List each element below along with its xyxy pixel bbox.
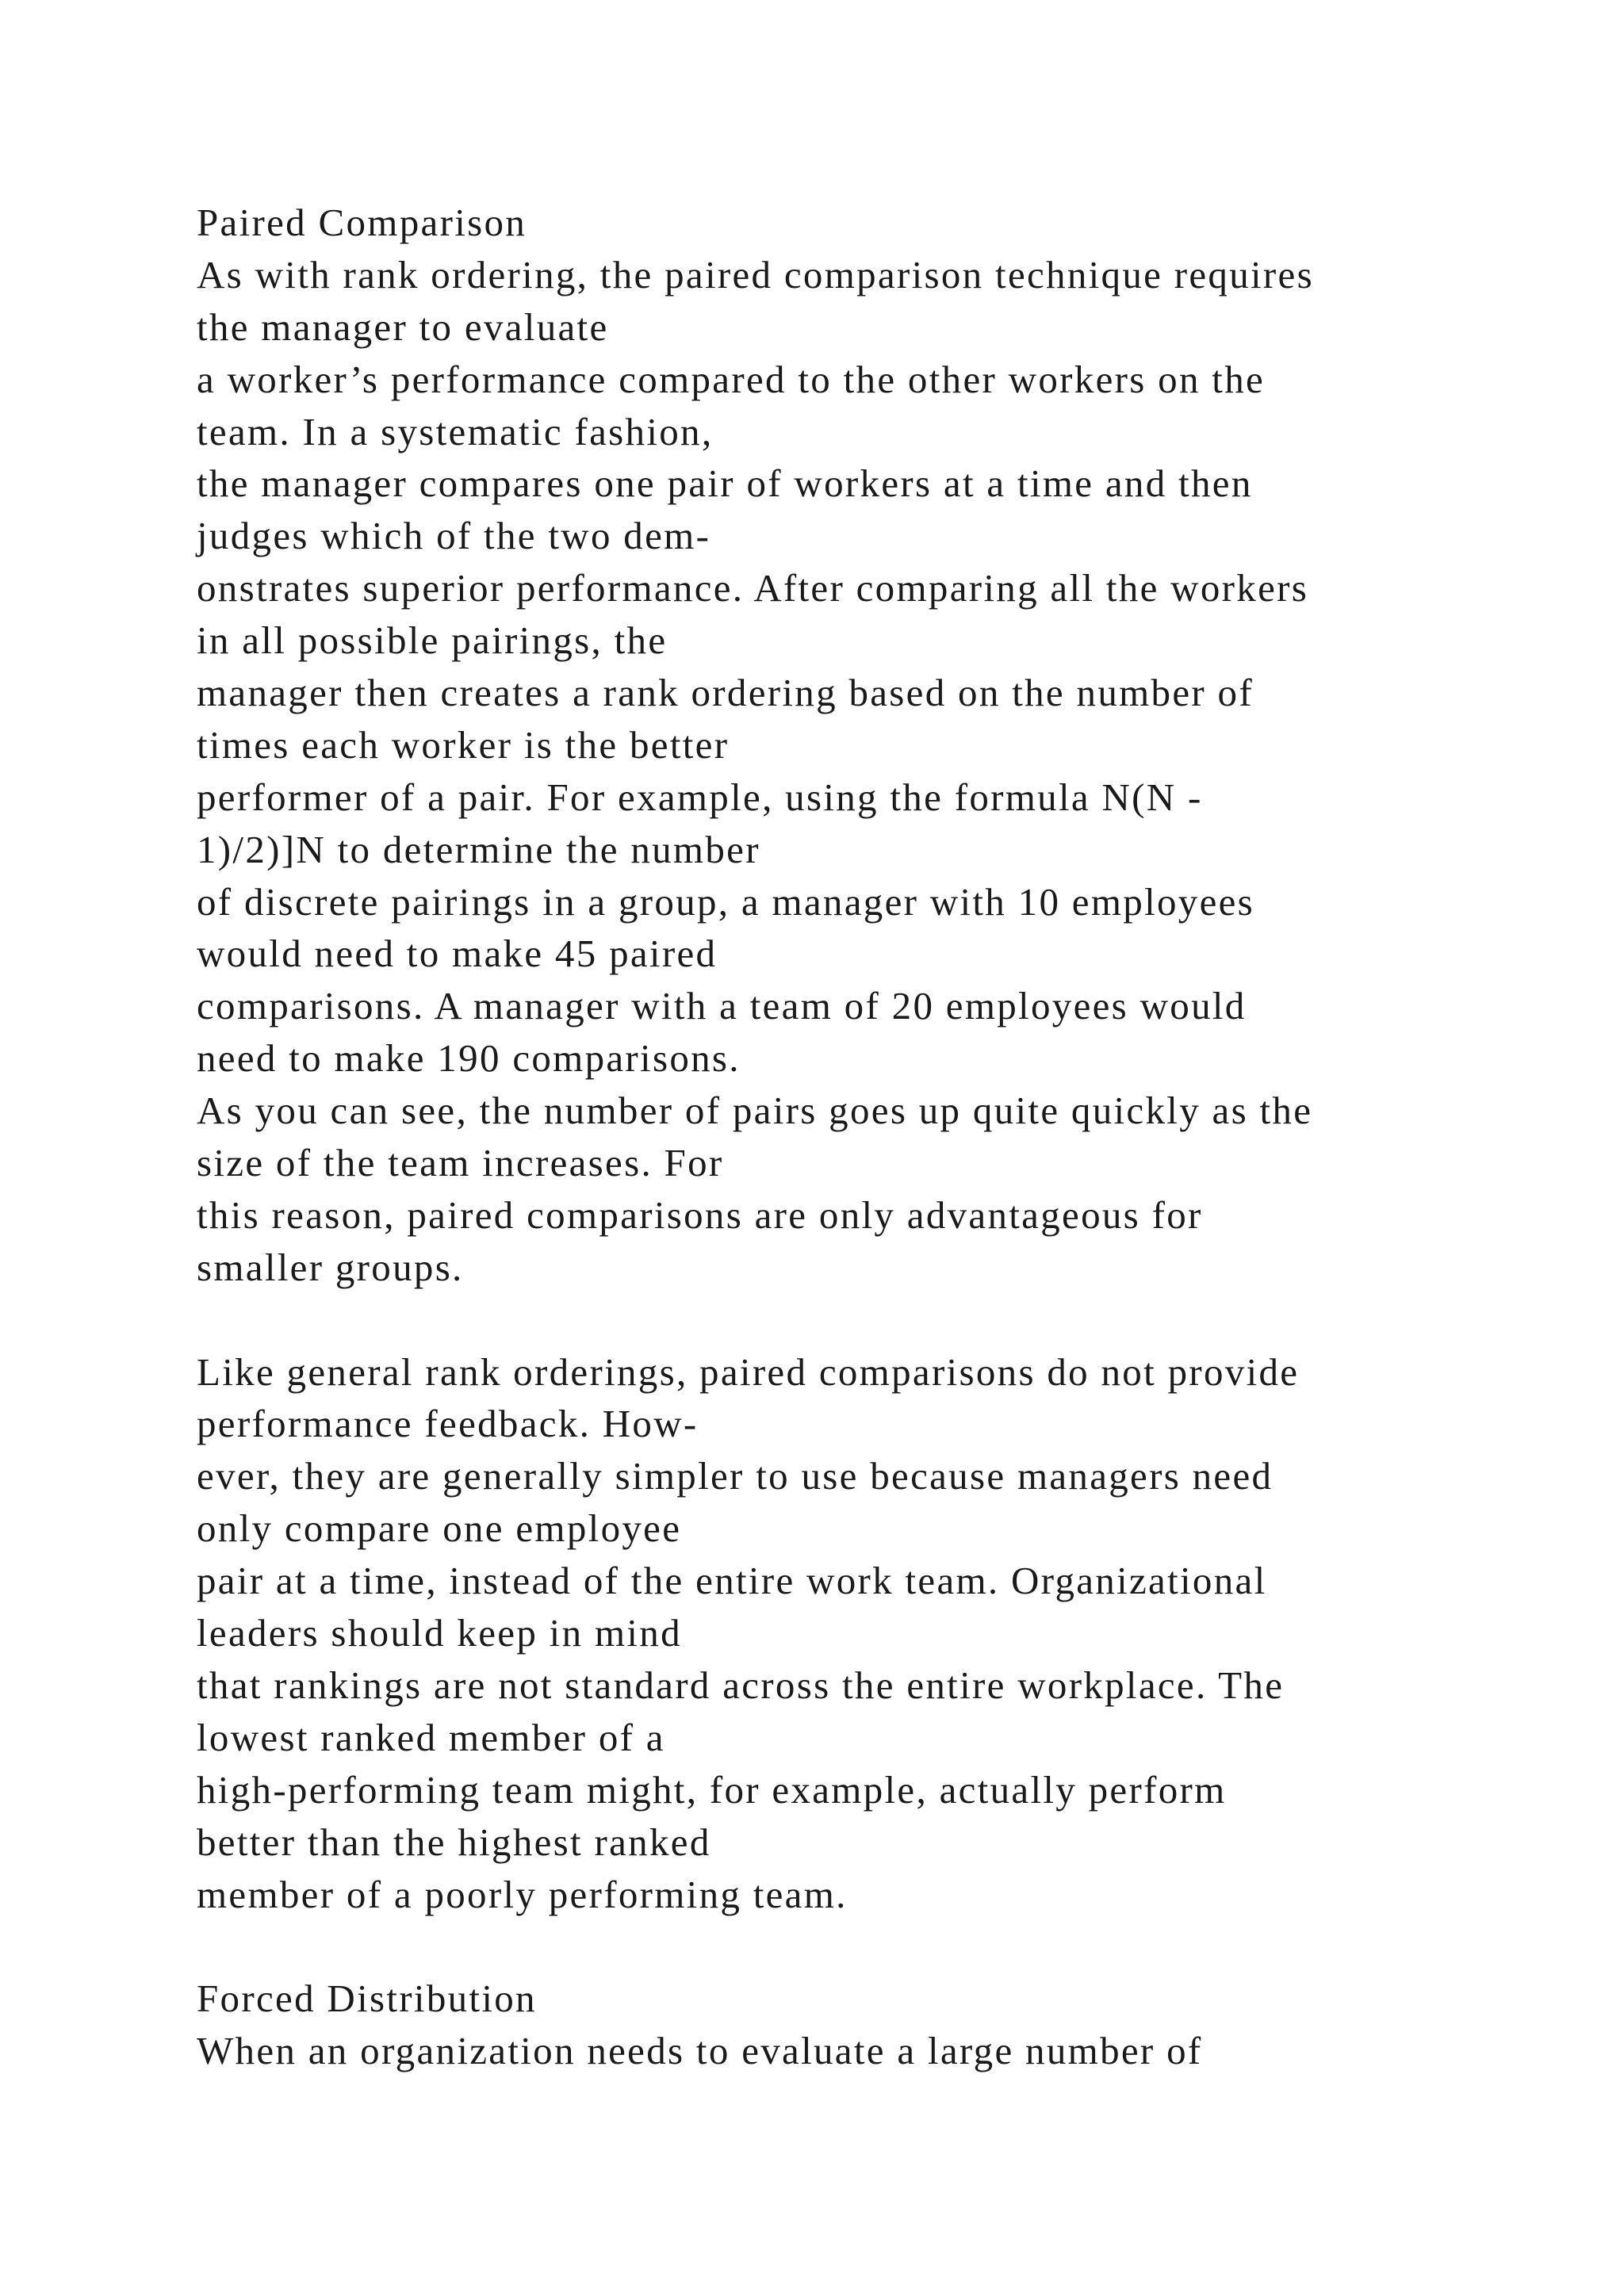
text-line: 1)/2)]N to determine the number	[197, 827, 760, 871]
text-line: would need to make 45 paired	[197, 932, 718, 976]
text-line: size of the team increases. For	[197, 1141, 724, 1185]
text-line: leaders should keep in mind	[197, 1611, 682, 1655]
text-line: judges which of the two dem-	[197, 514, 711, 558]
text-line: high-performing team might, for example, actually perform	[197, 1767, 1227, 1812]
text-line: team. In a systematic fashion,	[197, 409, 714, 453]
text-line: a worker’s performance compared to the other workers on the	[197, 357, 1266, 401]
text-line: ever, they are generally simpler to use because managers need	[197, 1454, 1274, 1498]
text-line: times each worker is the better	[197, 722, 730, 767]
document-body	[197, 197, 1545, 2077]
text-line: better than the highest ranked	[197, 1820, 711, 1864]
blank-line	[197, 1920, 1545, 1973]
text-line: the manager to evaluate	[197, 304, 609, 349]
section-heading-forced-distribution: Forced Distribution	[197, 1976, 537, 2021]
text-line: the manager compares one pair of workers at a time and then	[197, 461, 1253, 506]
text-line: need to make 190 comparisons.	[197, 1036, 741, 1081]
text-line: performer of a pair. For example, using the formula N(N -	[197, 775, 1203, 819]
text-line: member of a poorly performing team.	[197, 1872, 848, 1916]
text-line: pair at a time, instead of the entire work team. Organizational	[197, 1559, 1267, 1603]
text-line: lowest ranked member of a	[197, 1715, 665, 1759]
text-line: onstrates superior performance. After comparing all the workers	[197, 566, 1309, 610]
section-heading-paired-comparison: Paired Comparison	[197, 201, 527, 244]
text-line: performance feedback. How-	[197, 1402, 699, 1446]
text-line: smaller groups.	[197, 1245, 464, 1289]
text-line: As with rank ordering, the paired comparison technique requires	[197, 252, 1314, 297]
text-line: As you can see, the number of pairs goes up quite quickly as the	[197, 1089, 1313, 1133]
text-line: manager then creates a rank ordering based on the number of	[197, 671, 1254, 715]
blank-line	[197, 1294, 1545, 1346]
text-line: of discrete pairings in a group, a manager with 10 employees	[197, 879, 1255, 924]
text-line: comparisons. A manager with a team of 20 employees would	[197, 984, 1247, 1028]
text-line: that rankings are not standard across the entire workplace. The	[197, 1663, 1285, 1707]
text-line: Like general rank orderings, paired comparisons do not provide	[197, 1349, 1300, 1394]
text-line: this reason, paired comparisons are only advantageous for	[197, 1192, 1203, 1237]
text-line: in all possible pairings, the	[197, 618, 668, 663]
text-line: only compare one employee	[197, 1506, 682, 1551]
text-line: When an organization needs to evaluate a large number of	[197, 2029, 1203, 2073]
